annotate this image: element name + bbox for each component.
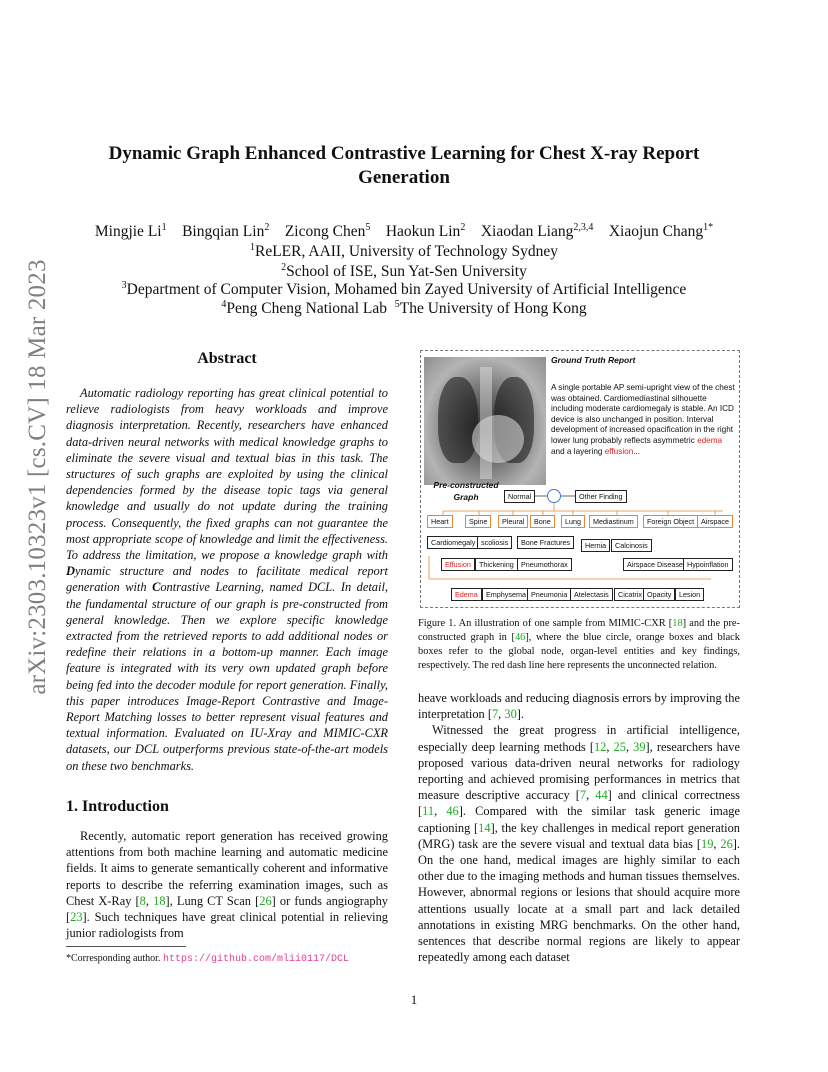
ground-truth-title: Ground Truth Report <box>551 355 636 365</box>
citation-link[interactable]: 8 <box>139 893 146 908</box>
footnote-divider <box>66 946 186 947</box>
node-effusion: Effusion <box>441 558 475 571</box>
citation-link[interactable]: 25 <box>613 739 626 754</box>
author-name: Zicong Chen <box>284 223 366 241</box>
graph-label: Pre-constructed Graph <box>433 480 499 502</box>
affiliation-4-5: $^4$Peng Cheng National Lab $^5$The University of Hong Kong <box>221 299 587 318</box>
node-cicatrix: Cicatrix <box>614 588 646 601</box>
introduction-heading: 1. Introduction <box>66 798 169 815</box>
author-sup: 1 <box>161 222 167 233</box>
citation-link[interactable]: 26 <box>720 836 733 851</box>
node-opacity: Opacity <box>643 588 675 601</box>
arxiv-identifier <box>18 259 58 695</box>
page-number: 1 <box>410 992 418 1007</box>
author-sup: 2,3,4 <box>573 222 594 233</box>
citation-link[interactable]: 39 <box>633 739 646 754</box>
citation-link[interactable]: 7 <box>491 707 499 722</box>
repository-link[interactable]: https://github.com/mlii0117/DCL <box>162 954 349 965</box>
node-heart: Heart <box>427 515 453 528</box>
paper-title: Dynamic Graph Enhanced Contrastive Learning for Chest X-ray Report Generation <box>108 143 700 188</box>
citation-link[interactable]: 26 <box>259 893 272 908</box>
citation-link[interactable]: 19 <box>701 836 714 851</box>
paragraph: heave workloads and reducing diagnosis errors by improving the interpretation [7, 30]. <box>418 691 740 722</box>
figure-1-caption: Figure 1. An illustration of one sample from MIMIC-CXR [18] and the pre-constructed graph in [46], where the blue circle, orange boxes and black boxes refer to the global node, organ-level entities and key findings, respectively. The red dash line here represents the unconnected relation. <box>418 618 740 671</box>
node-emphysema: Emphysema <box>482 588 530 601</box>
arxiv-id-text: arXiv:2303.10323v1 [cs.CV] 18 Mar 2023 <box>24 259 51 695</box>
node-pneumothorax: Pneumothorax <box>517 558 572 571</box>
citation-link[interactable]: 30 <box>504 707 517 722</box>
node-lesion: Lesion <box>675 588 704 601</box>
citation-link[interactable]: 12 <box>593 739 607 754</box>
node-edema: Edema <box>451 588 482 601</box>
citation-link[interactable]: 14 <box>478 820 491 835</box>
node-thickening: Thickening <box>475 558 518 571</box>
node-spine: Spine <box>465 515 491 528</box>
footnote: *Corresponding author. https://github.com/mlii0117/DCL <box>66 953 349 965</box>
citation-link[interactable]: 44 <box>595 788 608 803</box>
abstract-heading: Abstract <box>197 350 257 367</box>
node-calcinosis: Calcinosis <box>611 539 652 552</box>
author-sup: 2 <box>264 222 270 233</box>
node-atelectasis: Atelectasis <box>570 588 613 601</box>
author-name: Mingjie Li <box>94 223 162 241</box>
introduction-text: Recently, automatic report generation has received growing attentions from both machine learning and automatic medicine fields. It aims to generate semantically coherent and informative reports to describe the referring examination images, such as Chest X-Ray [8, 18], Lung CT Scan [26] or funds angiography [23]. Such techniques have great clinical potential in relieving junior radiologists from <box>66 829 389 941</box>
node-bone-fractures: Bone Fractures <box>517 536 574 549</box>
affiliation-2: $^2$School of ISE, Sun Yat-Sen University <box>281 262 527 281</box>
figure-1 <box>420 350 740 608</box>
node-other-finding: Other Finding <box>575 490 627 503</box>
author-sup: 2 <box>460 222 466 233</box>
node-hypoinflation: Hypoinflation <box>683 558 733 571</box>
node-pleural: Pleural <box>498 515 528 528</box>
author-name: Haokun Lin <box>385 223 461 241</box>
paragraph: Witnessed the great progress in artificial intelligence, especially deep learning methods [12, 25, 39], researchers have proposed various data-driven neural networks for radiology reporting and achieved promising performances in metrics that measure descriptive accuracy [7, 44] and clinical correctness [11, 46]. Compared with the similar task generic image captioning [14], the key challenges in medical report generation (MRG) task are the severe visual and textual data bias [19, 26]. On the one hand, medical images are highly similar to each other due to the imaging methods and human tissues themselves. However, abnormal regions or lesions that should acquire more attentions usually locate at a small part and lack detailed annotations in existing MRG benchmarks. On the other hand, sentences that describe normal regions are likely to appear repeatedly among each dataset <box>418 723 741 965</box>
author-name: Bingqian Lin <box>182 223 265 241</box>
ground-truth-report: A single portable AP semi-upright view of the chest was obtained. Cardiomediastinal silhouette including moderate cardiomegaly is stable. An ICD device is also unchanged in position. Interval development of increased opacification in the right lower lung probably reflects asymmetric edema and a layering effusion... <box>551 383 735 456</box>
node-bone: Bone <box>530 515 555 528</box>
author-sup: 1* <box>703 222 714 233</box>
citation-link[interactable]: 23 <box>70 910 83 925</box>
citation-link[interactable]: 46 <box>446 804 459 819</box>
citation-link[interactable]: 18 <box>153 893 166 908</box>
citation-link[interactable]: 7 <box>579 788 587 803</box>
citation-link[interactable]: 11 <box>422 804 435 819</box>
node-scoliosis: scoliosis <box>477 536 512 549</box>
citation-link[interactable]: 18 <box>672 618 683 629</box>
citation-link[interactable]: 46 <box>514 632 526 643</box>
node-cardiomegaly: Cardiomegaly <box>427 536 479 549</box>
global-node <box>547 489 561 503</box>
node-normal: Normal <box>504 490 535 503</box>
right-column-text <box>418 690 740 965</box>
abstract-text: Automatic radiology reporting has great clinical potential to relieve radiologists from heavy workloads and improve diagnosis interpretation. Recently, researchers have enhanced data-driven neural networks with medical knowledge graphs to eliminate the severe visual and textual bias in this task. The structures of such graphs are exploited by using the clinical dependencies formed by the disease topic tags via general knowledge and usually do not update during the training process. Consequently, the fixed graphs can not guarantee the most appropriate scope of knowledge and limit the effectiveness. To address the limitation, we propose a knowledge graph with Dynamic structure and nodes to facilitate medical report generation with Contrastive Learning, named DCL. In detail, the fundamental structure of our graph is pre-constructed from general knowledge. Then we explore specific knowledge extracted from the retrieved reports to add additional nodes or redefine their relations in a bottom-up manner. Each image feature is integrated with its very own updated graph before being fed into the decoder module for report generation. Finally, this paper introduces Image-Report Contrastive and Image-Report Matching losses to better represent visual features and textual information. Evaluated on IU-Xray and MIMIC-CXR datasets, our DCL outperforms previous state-of-the-art models on these two benchmarks. <box>66 386 388 773</box>
affiliation-3: $^3$Department of Computer Vision, Mohamed bin Zayed University of Artificial Intelligence <box>121 280 687 299</box>
author-sup: 5 <box>365 222 371 233</box>
author-name: Xiaojun Chang <box>608 223 704 241</box>
affiliation-1: $^1$ReLER, AAII, University of Technology Sydney <box>250 242 558 261</box>
node-foreign-object: Foreign Object <box>643 515 698 528</box>
author-name: Xiaodan Liang <box>480 223 574 241</box>
node-mediastinum: Mediastinum <box>589 515 638 528</box>
node-lung: Lung <box>561 515 585 528</box>
node-pneumonia: Pneumonia <box>527 588 571 601</box>
node-hernia: Hernia <box>581 539 610 552</box>
node-airspace: Airspace <box>697 515 733 528</box>
node-airspace-disease: Airspace Disease <box>623 558 687 571</box>
